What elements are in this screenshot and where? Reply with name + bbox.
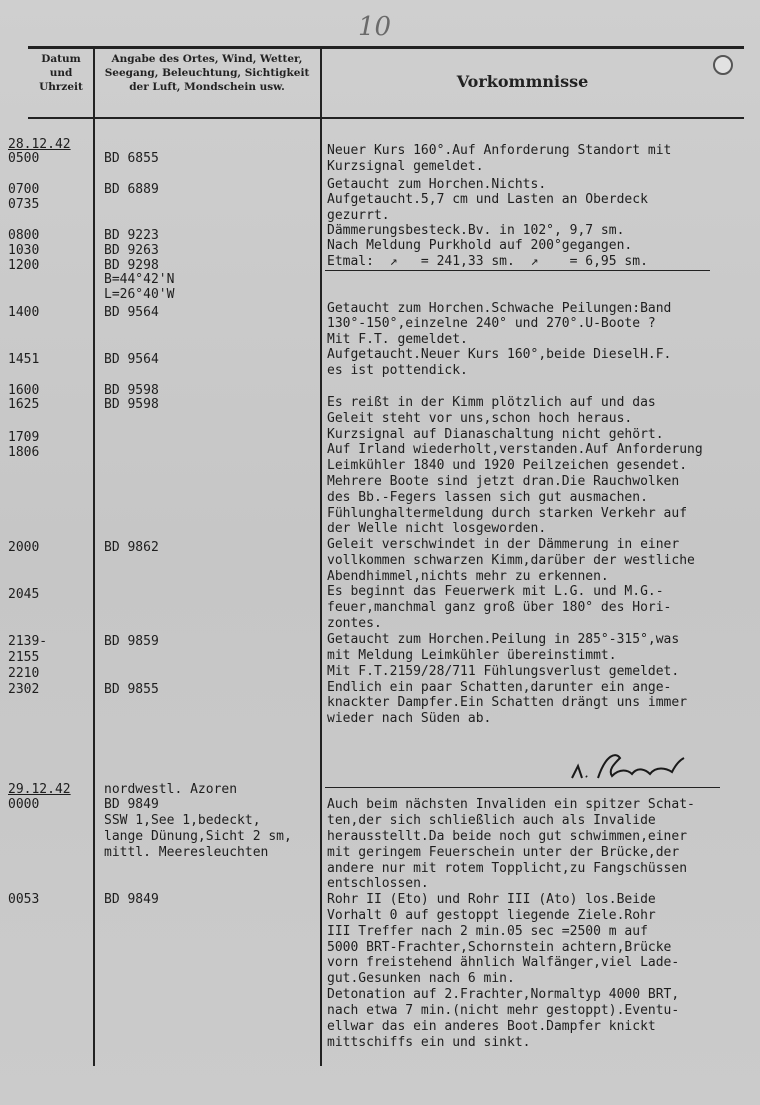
event-line: ellwar das ein anderes Boot.Dampfer knickt [327,1019,656,1034]
event-line: gut.Gesunken nach 6 min. [327,971,515,986]
time-entry: 2302 [8,682,40,697]
event-line: zontes. [327,616,382,631]
time-entry: 0735 [8,197,40,212]
event-line: III Treffer nach 2 min.05 sec =2500 m auf [327,924,648,939]
header-rule [28,117,744,119]
time-entry: 2155 [8,650,40,665]
event-line: Vorhalt 0 auf gestoppt liegende Ziele.Rohr [327,908,656,923]
event-line: Neuer Kurs 160°.Auf Anforderung Standort mit [327,143,672,158]
time-entry: 2139- [8,634,48,649]
event-line: entschlossen. [327,876,429,891]
location-entry: L=26°40'W [104,287,175,302]
event-line: knackter Dampfer.Ein Schatten drängt uns immer [327,695,688,710]
location-entry: BD 9598 [104,383,159,398]
time-entry: 0700 [8,182,40,197]
handwritten-signature [568,748,688,788]
event-line: Etmal: ↗ = 241,33 sm. ↗ = 6,95 sm. [327,254,648,269]
time-entry: 29.12.42 [8,782,71,797]
event-line: andere nur mit rotem Topplicht,zu Fangschüssen [327,861,688,876]
time-entry: 2045 [8,587,40,602]
location-entry: mittl. Meeresleuchten [104,845,269,860]
location-entry: BD 9849 [104,892,159,907]
location-entry: BD 6855 [104,151,159,166]
event-line: Es reißt in der Kimm plötzlich auf und das [327,395,656,410]
time-entry: 1451 [8,352,40,367]
event-line: Auf Irland wiederholt,verstanden.Auf Anforderung [327,442,703,457]
time-entry: 1030 [8,243,40,258]
event-line: Auch beim nächsten Invaliden ein spitzer Schat- [327,797,695,812]
time-entry: 0000 [8,797,40,812]
event-line: Mit F.T. gemeldet. [327,332,468,347]
location-entry: nordwestl. Azoren [104,782,238,797]
location-entry: BD 9564 [104,305,159,320]
time-entry: 0800 [8,228,40,243]
event-line: vollkommen schwarzen Kimm,darüber der westliche [327,553,695,568]
header-date-time: Datum und Uhrzeit [39,53,83,93]
time-entry: 28.12.42 [8,137,71,152]
location-entry: BD 9855 [104,682,159,697]
event-line: mit Meldung Leimkühler übereinstimmt. [327,648,617,663]
location-entry: SSW 1,See 1,bedeckt, [104,813,261,828]
event-line: Aufgetaucht.Neuer Kurs 160°,beide DieselH.F. [327,347,672,362]
time-entry: 0500 [8,151,40,166]
event-line: gezurrt. [327,208,390,223]
event-line: 5000 BRT-Frachter,Schornstein achtern,Brücke [327,940,672,955]
time-entry: 1625 [8,397,40,412]
event-line: Detonation auf 2.Frachter,Normaltyp 4000 BRT, [327,987,680,1002]
event-line: Dämmerungsbesteck.Bv. in 102°, 9,7 sm. [327,223,625,238]
header-events: Vorkommnisse [456,72,589,91]
column-divider-1 [93,46,95,1066]
location-entry: BD 9862 [104,540,159,555]
event-line: Fühlunghaltermeldung durch starken Verkehr auf [327,506,688,521]
location-entry: BD 9849 [104,797,159,812]
time-entry: 0053 [8,892,40,907]
event-line: herausstellt.Da beide noch gut schwimmen,einer [327,829,688,844]
event-line: es ist pottendick. [327,363,468,378]
top-rule [28,46,744,49]
event-line: Leimkühler 1840 und 1920 Peilzeichen gesendet. [327,458,688,473]
location-entry: B=44°42'N [104,272,175,287]
event-line: feuer,manchmal ganz groß über 180° des Hori- [327,600,672,615]
event-line: vorn freistehend ähnlich Walfänger,viel Lade- [327,955,680,970]
event-line: Kurzsignal auf Dianaschaltung nicht gehört. [327,427,664,442]
event-line: Mit F.T.2159/28/711 Fühlungsverlust gemeldet. [327,664,680,679]
event-line: Rohr II (Eto) und Rohr III (Ato) los.Beide [327,892,656,907]
time-entry: 1709 [8,430,40,445]
event-line: Getaucht zum Horchen.Schwache Peilungen:Band [327,301,672,316]
time-entry: 2210 [8,666,40,681]
event-line: Getaucht zum Horchen.Peilung in 285°-315°,was [327,632,680,647]
event-line: nach etwa 7 min.(nicht mehr gestoppt).Eventu- [327,1003,680,1018]
event-line: Mehrere Boote sind jetzt dran.Die Rauchwolken [327,474,680,489]
page-number: 10 [358,12,392,42]
event-line: Es beginnt das Feuerwerk mit L.G. und M.G.- [327,584,664,599]
event-line: Aufgetaucht.5,7 cm und Lasten an Oberdeck [327,192,648,207]
event-line: Getaucht zum Horchen.Nichts. [327,177,547,192]
location-entry: BD 9298 [104,258,159,273]
event-line: Geleit steht vor uns,schon hoch heraus. [327,411,633,426]
location-entry: BD 6889 [104,182,159,197]
event-line: 130°-150°,einzelne 240° und 270°.U-Boote ? [327,316,656,331]
time-entry: 1806 [8,445,40,460]
column-divider-2 [320,46,322,1066]
event-line: Nach Meldung Purkhold auf 200°gegangen. [327,238,633,253]
location-entry: BD 9223 [104,228,159,243]
time-entry: 1400 [8,305,40,320]
event-line: Endlich ein paar Schatten,darunter ein ange- [327,680,672,695]
event-line: Geleit verschwindet in der Dämmerung in einer [327,537,680,552]
etmal-rule [325,270,710,271]
time-entry: 2000 [8,540,40,555]
event-line: der Welle nicht losgeworden. [327,521,547,536]
event-line: mittschiffs ein und sinkt. [327,1035,531,1050]
location-entry: BD 9598 [104,397,159,412]
event-line: mit geringem Feuerschein unter der Brücke,der [327,845,680,860]
event-line: Abendhimmel,nichts mehr zu erkennen. [327,569,609,584]
event-line: wieder nach Süden ab. [327,711,492,726]
header-location-weather: Angabe des Ortes, Wind, Wetter, Seegang, Beleuchtung, Sichtigkeit der Luft, Mondschein usw. [104,53,310,93]
location-entry: BD 9859 [104,634,159,649]
event-line: ten,der sich schließlich auch als Invalide [327,813,656,828]
location-entry: BD 9564 [104,352,159,367]
location-entry: lange Dünung,Sicht 2 sm, [104,829,292,844]
location-entry: BD 9263 [104,243,159,258]
event-line: des Bb.-Fegers lassen sich gut ausmachen. [327,490,648,505]
time-entry: 1600 [8,383,40,398]
event-line: Kurzsignal gemeldet. [327,159,484,174]
time-entry: 1200 [8,258,40,273]
